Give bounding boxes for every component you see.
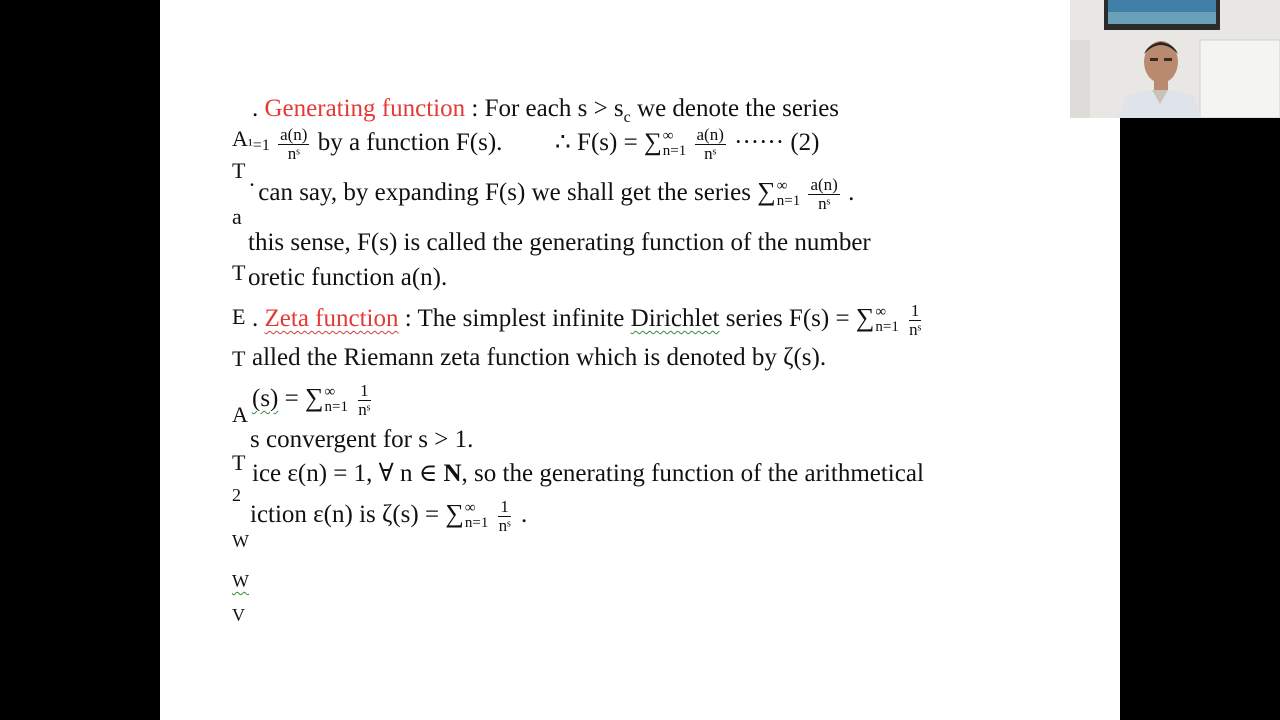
left-fragment: 2 <box>232 485 241 505</box>
fraction: $\frac{1}{\text{nˢ}}$ <box>358 381 371 419</box>
line-text: , so the generating function of the arithmetical <box>461 460 924 487</box>
line-lead: ¹=1 <box>248 137 270 155</box>
equation-number: ······ (2) <box>734 129 820 157</box>
zeta-generating-formula <box>250 498 527 535</box>
formula-lhs: ∴ F(s) = ∑ <box>554 129 662 157</box>
sum-limits: ∞ n=1 <box>324 383 349 416</box>
expansion-line <box>252 176 854 213</box>
naturals-symbol: N <box>443 460 462 487</box>
sum-limits: ∞ n=1 <box>662 127 687 160</box>
left-fragment: A <box>232 402 248 427</box>
line-text: ice ε(n) = 1, ∀ n ∈ <box>252 460 444 487</box>
left-fragment: A <box>232 126 248 151</box>
line-prefix: . <box>252 95 265 122</box>
text-line: s convergent for s > 1. <box>250 426 474 453</box>
line-text: : For each s > s <box>465 95 624 122</box>
left-fragment: T <box>232 260 246 285</box>
zeta-definition-formula <box>252 382 374 419</box>
sum-limits: ∞ n=1 <box>464 499 489 532</box>
line-text: : The simplest infinite <box>398 305 631 333</box>
series-line <box>248 126 819 163</box>
fraction: $\frac{a(n)}{\text{nˢ}}$ <box>280 125 308 163</box>
line-text: series F(s) = <box>719 305 856 333</box>
fraction: $\frac{1}{\text{nˢ}}$ <box>909 301 922 339</box>
presenter-video <box>1070 0 1280 118</box>
text-line <box>252 461 924 486</box>
line-text: we denote the series <box>630 95 840 122</box>
left-fragment: T <box>232 450 246 475</box>
line-text: . <box>520 501 528 529</box>
webcam-overlay <box>1070 0 1280 118</box>
text-line: alled the Riemann zeta function which is denoted by ζ(s). <box>252 344 827 371</box>
left-fragment: V <box>232 605 245 625</box>
dirichlet-word: Dirichlet <box>630 305 720 333</box>
heading-generating-function: Generating function <box>264 95 466 122</box>
left-fragment: T <box>232 346 246 371</box>
sum-symbol: ∑ <box>757 177 776 207</box>
line-text: iction ε(n) is ζ(s) = <box>250 501 446 529</box>
sum-limits: ∞ n=1 <box>776 177 801 210</box>
left-fragment: E <box>232 304 246 329</box>
heading-zeta-function: Zeta function <box>264 305 399 333</box>
line-text: by a function F(s). <box>317 129 503 157</box>
subscript: c <box>623 109 631 126</box>
fraction: $\frac{1}{\text{nˢ}}$ <box>498 497 511 535</box>
left-fragment: a <box>232 204 242 229</box>
fraction: $\frac{a(n)}{\text{nˢ}}$ <box>810 175 838 213</box>
definition-generating-function <box>252 96 839 126</box>
line-text: = <box>278 385 305 413</box>
text-line: this sense, F(s) is called the generating function of the number <box>248 229 871 256</box>
line-prefix: . <box>252 305 265 333</box>
sum-symbol: ∑ <box>305 383 324 413</box>
slide <box>160 0 1120 720</box>
left-fragment: T <box>232 158 246 183</box>
left-fragment: W <box>232 571 249 591</box>
sum-limits: ∞ n=1 <box>875 303 899 336</box>
line-text: ̇ can say, by expanding F(s) we shall get the series <box>252 179 758 207</box>
fraction: $\frac{a(n)}{\text{nˢ}}$ <box>696 125 724 163</box>
line-text: . <box>848 179 855 207</box>
text-line: oretic function a(n). <box>248 264 448 291</box>
definition-zeta-function <box>252 302 925 339</box>
left-fragment: W <box>232 531 249 551</box>
sum-symbol: ∑ <box>445 499 464 529</box>
zeta-symbol: (s) <box>252 385 279 413</box>
sum-symbol: ∑ <box>855 303 875 333</box>
